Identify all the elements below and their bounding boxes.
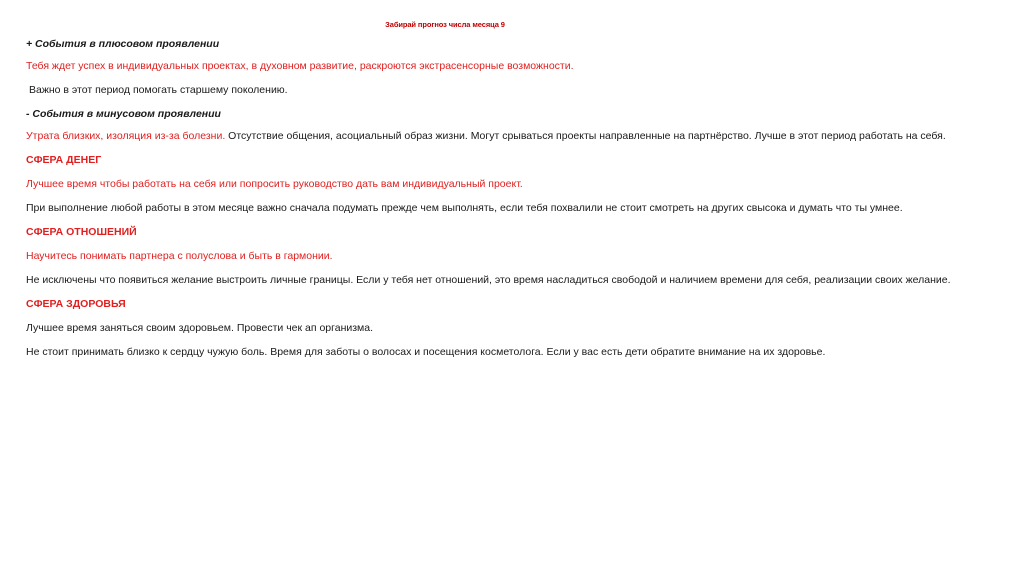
health-text-2: Не стоит принимать близко к сердцу чужую боль. Время для заботы о волосах и посещения косметолога. Если у вас есть дети обратите внимание на их здоровье. [26,346,826,358]
health-heading: СФЕРА ЗДОРОВЬЯ [26,298,126,310]
health-text-1: Лучшее время заняться своим здоровьем. Провести чек ап организма. [26,322,374,334]
page-title: Забирай прогноз числа месяца 9 [385,20,505,29]
relations-text: Не исключены что появиться желание выстроить личные границы. Если у тебя нет отношений, это время насладиться свободой и наличием времени для себя, реализации своих желание. [26,274,951,286]
money-heading: СФЕРА ДЕНЕГ [26,154,102,166]
positive-heading: + События в плюсовом проявлении [26,38,220,50]
negative-heading: - События в минусовом проявлении [26,108,221,120]
positive-text-red: Тебя ждет успех в индивидуальных проектах, в духовном развитие, раскроются экстрасенсорные возможности. [26,60,574,72]
money-text: При выполнение любой работы в этом месяце важно сначала подумать прежде чем выполнять, если тебя похвалили не стоит смотреть на других свысока и думать что ты умнее. [26,202,903,214]
relations-heading: СФЕРА ОТНОШЕНИЙ [26,226,137,238]
positive-text: Важно в этот период помогать старшему поколению. [29,84,288,96]
negative-paragraph [26,130,986,143]
negative-text-red: Утрата близких, изоляция из-за болезни. [26,130,226,142]
negative-text: Отсутствие общения, асоциальный образ жизни. Могут срываться проекты направленные на партнёрство. Лучше в этот период работать на себя. [225,130,946,142]
relations-text-red: Научитесь понимать партнера с полуслова и быть в гармонии. [26,250,333,262]
money-text-red: Лучшее время чтобы работать на себя или попросить руководство дать вам индивидуальный проект. [26,178,523,190]
content-body [26,38,986,370]
